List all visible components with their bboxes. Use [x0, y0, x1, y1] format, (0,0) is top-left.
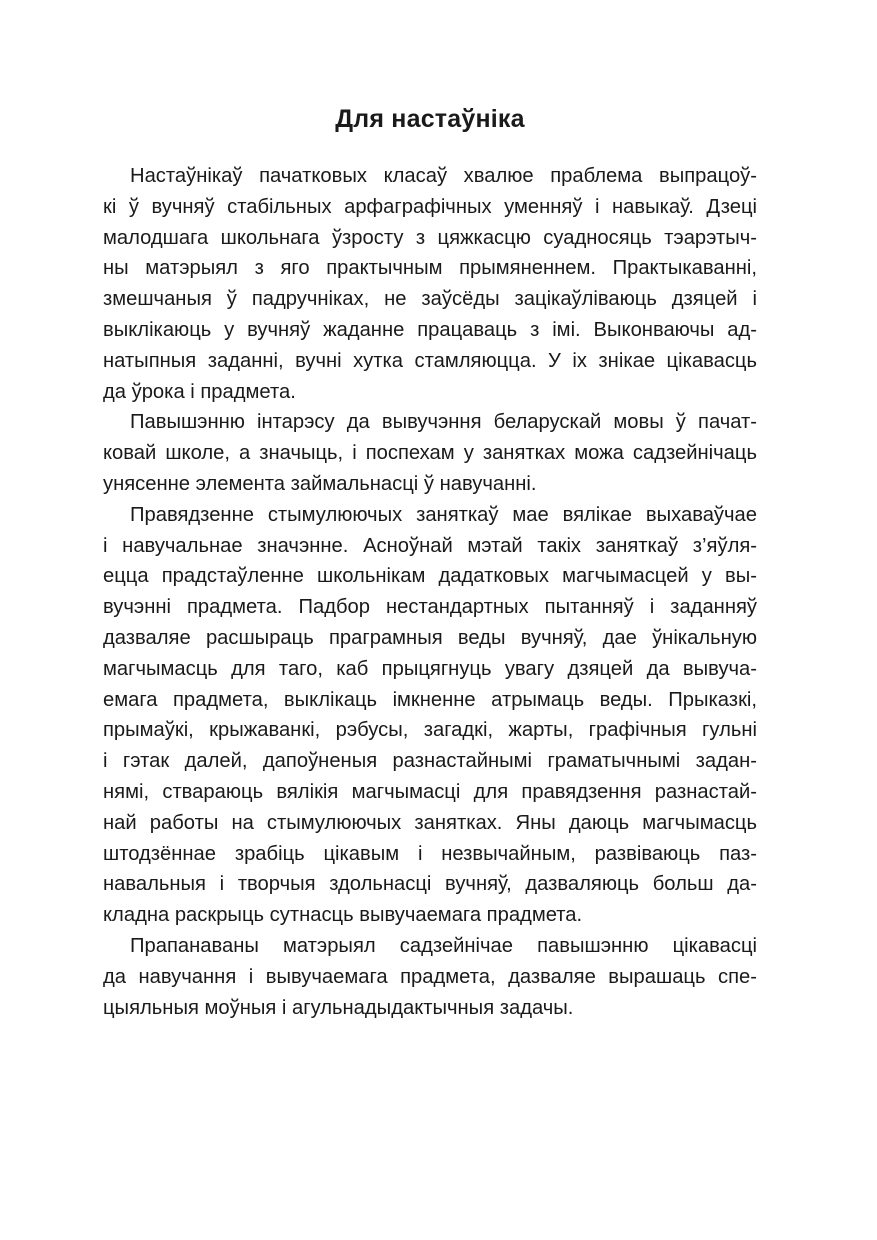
text-line: дазваляе расшыраць праграмныя веды вучняў, дае ўнікальную [103, 626, 757, 649]
text-line: змешчаныя ў падручніках, не заўсёды зацікаўліваюць дзяцей і [103, 288, 757, 311]
text-line: навальныя і творчыя здольнасці вучняў, дазваляюць больш да- [103, 873, 757, 896]
text-line: магчымасць для таго, каб прыцягнуць увагу дзяцей да вывуча- [103, 657, 757, 680]
body-text [103, 161, 757, 1023]
text-line: кладна раскрыць сутнасць вывучаемага прадмета. [103, 904, 583, 927]
text-line: і навучальнае значэнне. Асноўнай мэтай такіх заняткаў з’яўля- [103, 534, 757, 557]
text-line: да ўрока і прадмета. [103, 380, 296, 403]
text-line: малодшага школьнага ўзросту з цяжкасцю суадносяць тэарэтыч- [103, 226, 757, 249]
text-line: штодзённае зрабіць цікавым і незвычайным, развіваюць паз- [103, 842, 757, 865]
text-line: унясенне элемента займальнасці ў навучанні. [103, 472, 537, 495]
text-line: ны матэрыял з яго практычным прымяненнем. Практыкаванні, [103, 257, 757, 280]
text-line: да навучання і вывучаемага прадмета, дазваляе вырашаць спе- [103, 965, 757, 988]
text-line: ковай школе, а значыць, і поспехам у занятках можа садзейнічаць [103, 442, 757, 465]
text-line: ецца прадстаўленне школьнікам дадатковых магчымасцей у вы- [103, 565, 757, 588]
text-line: прымаўкі, крыжаванкі, рэбусы, загадкі, жарты, графічныя гульні [103, 719, 757, 742]
text-line: цыяльныя моўныя і агульнадыдактычныя задачы. [103, 996, 574, 1019]
text-line: емага прадмета, выклікаць імкненне атрымаць веды. Прыказкі, [103, 688, 757, 711]
paragraph-2 [103, 407, 757, 499]
text-line: вучэнні прадмета. Падбор нестандартных пытанняў і заданняў [103, 596, 757, 619]
text-line: Прапанаваны матэрыял садзейнічае павышэнню цікавасці [130, 934, 757, 957]
text-line: Правядзенне стымулюючых заняткаў мае вялікае выхаваўчае [130, 503, 757, 526]
text-line: і гэтак далей, дапоўненыя разнастайнымі граматычнымі задан- [103, 750, 757, 773]
text-line: Настаўнікаў пачатковых класаў хвалюе праблема выпрацоў- [130, 165, 757, 187]
text-line: Павышэнню інтарэсу да вывучэння беларускай мовы ў пачат- [130, 411, 757, 434]
paragraph-1 [103, 161, 757, 407]
text-line: кі ў вучняў стабільных арфаграфічных уменняў і навыкаў. Дзеці [103, 195, 757, 218]
paragraph-4 [103, 931, 757, 1023]
page-title: Для настаўніка [335, 105, 525, 133]
text-line: выклікаюць у вучняў жаданне працаваць з імі. Выконваючы ад- [103, 318, 757, 341]
text-line: нямі, ствараюць вялікія магчымасці для правядзення разнастай- [103, 780, 757, 803]
text-line: най работы на стымулюючых занятках. Яны даюць магчымасць [103, 811, 757, 834]
text-line: натыпныя заданні, вучні хутка стамляюцца. У іх знікае цікавасць [103, 349, 757, 372]
paragraph-3 [103, 500, 757, 931]
